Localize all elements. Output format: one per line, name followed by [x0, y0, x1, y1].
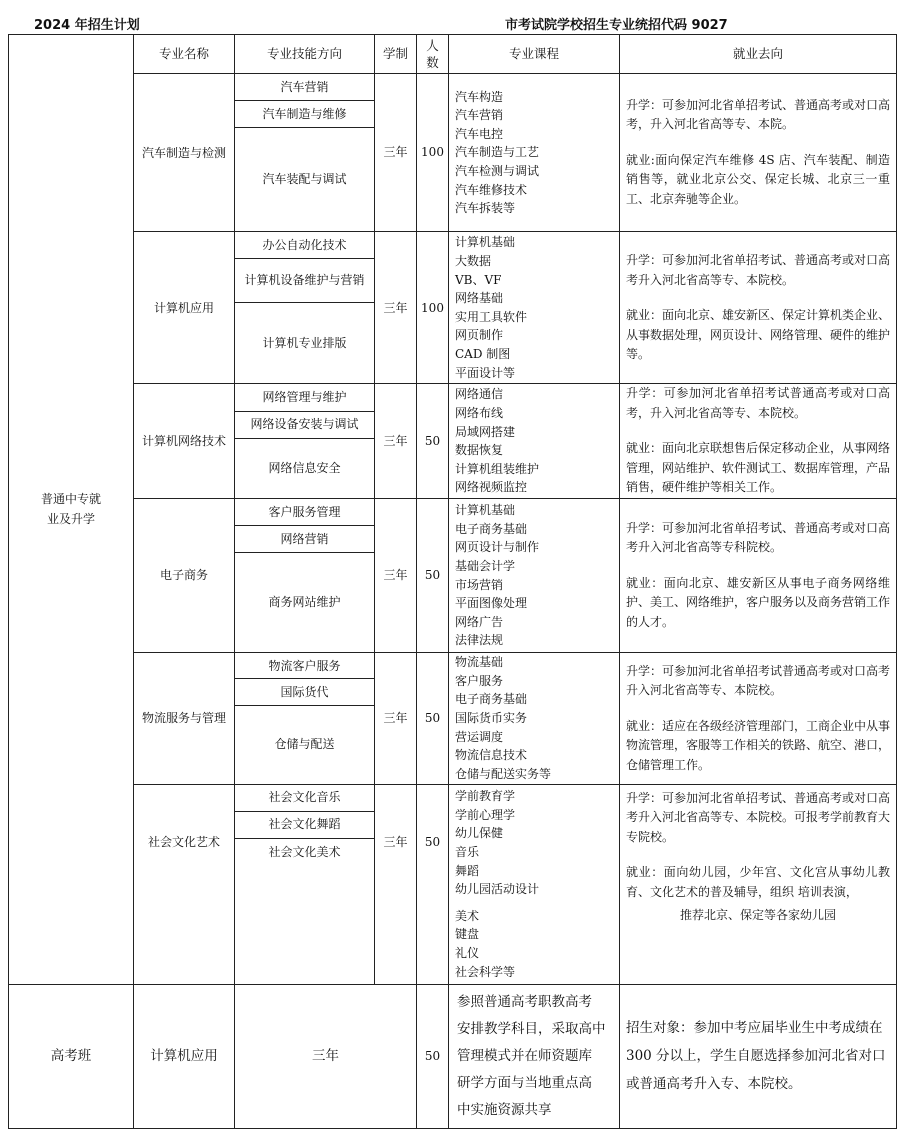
direction-cell: 网络信息安全 — [235, 438, 375, 498]
course-item: 计算机基础 — [455, 235, 516, 250]
course-item: 局域网搭建 — [455, 424, 516, 439]
direction-cell: 客户服务管理 — [235, 499, 375, 526]
course-item: 网页设计与制作 — [455, 540, 540, 555]
col-header-major: 专业名称 — [134, 35, 235, 74]
course-item: 网页制作 — [455, 328, 504, 343]
course-item: 社会科学等 — [455, 964, 516, 979]
courses-cell — [449, 74, 620, 232]
major-name — [134, 74, 235, 232]
course-item: 键盘 — [455, 927, 480, 942]
direction-cell: 社会文化舞蹈 — [235, 811, 375, 838]
duration-cell: 三年 — [375, 784, 417, 984]
col-header-duration: 学制 — [375, 35, 417, 74]
count-cell: 50 — [417, 384, 449, 499]
gaokao-enrollment-target: 招生对象：参加中考应届毕业生中考成绩在 300 分以上，学生自愿选择参加河北省对口或普通高考升入专、本院校。 — [620, 984, 897, 1128]
course-item: 计算机基础 — [455, 503, 516, 518]
course-item: 汽车制造与工艺 — [455, 145, 540, 160]
count-cell: 50 — [417, 499, 449, 653]
duration-cell: 三年 — [375, 74, 417, 232]
direction-cell: 网络营销 — [235, 526, 375, 553]
major-name — [134, 384, 235, 499]
employment-text: 就业:面向保定汽车维修 4S 店、汽车装配、制造销售等，就业北京公交、保定长城、北京三一重工、北京奔驰等企业。 — [626, 152, 890, 206]
direction-cell: 办公自动化技术 — [235, 232, 375, 259]
courses-cell — [449, 653, 620, 784]
duration-cell: 三年 — [375, 232, 417, 384]
table-row — [9, 74, 897, 101]
course-item: 法律法规 — [455, 633, 504, 648]
table-row — [9, 784, 897, 811]
gaokao-category: 高考班 — [9, 984, 134, 1128]
count-header-label: 人数 — [426, 38, 439, 71]
duration-cell: 三年 — [375, 384, 417, 499]
course-item: 中实施资源共享 — [457, 1101, 552, 1118]
further-study-text: 升学：可参加河北省单招考试、普通高考或对口高考升入河北省高等专、本院校。 — [626, 253, 891, 287]
course-item: 网络通信 — [455, 387, 504, 402]
course-item: 学前教育学 — [455, 789, 516, 804]
category-cell — [9, 35, 134, 985]
direction-cell: 社会文化美术 — [235, 838, 375, 984]
employment-cell — [620, 653, 897, 784]
course-item: 幼儿保健 — [455, 826, 504, 841]
course-item: 网络布线 — [455, 406, 504, 421]
col-header-count — [417, 35, 449, 74]
employment-text: 就业：面向幼儿园，少年宫、文化宫从事幼儿教育、文化艺术的普及辅导，组织 培训表演， — [626, 865, 890, 899]
course-item: 大数据 — [455, 254, 492, 269]
course-item: CAD 制图 — [455, 347, 511, 361]
course-item: 物流信息技术 — [455, 748, 528, 763]
course-item: 电子商务基础 — [455, 521, 528, 536]
direction-cell: 计算机专业排版 — [235, 303, 375, 384]
count-cell: 100 — [417, 74, 449, 232]
course-item: 参照普通高考职教高考 — [457, 993, 592, 1010]
duration-cell: 三年 — [375, 653, 417, 784]
gaokao-duration: 三年 — [235, 984, 417, 1128]
courses-cell — [449, 384, 620, 499]
major-name: 计算机应用 — [134, 232, 235, 384]
employment-text: 就业：面向北京联想售后保定移动企业，从事网络管理，网站维护、软件测试工、数据库管理，产品销售，硬件维护等相关工作。 — [626, 441, 891, 495]
course-item: 实用工具软件 — [455, 309, 528, 324]
col-header-employment: 就业去向 — [620, 35, 897, 74]
employment-cell — [620, 232, 897, 384]
course-item: 市场营销 — [455, 577, 504, 592]
course-item: 物流基础 — [455, 655, 504, 670]
course-item: 安排教学科目，采取高中 — [457, 1020, 606, 1037]
direction-cell: 汽车装配与调试 — [235, 128, 375, 232]
course-item: 音乐 — [455, 844, 480, 859]
course-item: 网络视频监控 — [455, 480, 528, 495]
further-study-text: 升学：可参加河北省单招考试普通高考或对口高考，升入河北省高等专、本院校。 — [626, 386, 890, 420]
course-item: 研学方面与当地重点高 — [457, 1074, 592, 1091]
direction-cell: 汽车制造与维修 — [235, 101, 375, 128]
gaokao-row — [9, 984, 897, 1128]
course-item: VB、VF — [455, 272, 502, 287]
direction-cell: 国际货代 — [235, 679, 375, 705]
col-header-courses: 专业课程 — [449, 35, 620, 74]
table-row — [9, 232, 897, 259]
major-name-text: 物流服务与管理 — [142, 711, 227, 726]
course-item: 礼仪 — [455, 945, 480, 960]
duration-cell: 三年 — [375, 499, 417, 653]
category-label: 普通中专就业及升学 — [41, 492, 102, 527]
course-item: 汽车电控 — [455, 126, 504, 141]
further-study-text: 升学：可参加河北省单招考试、普通高考或对口高考，升入河北省高等专、本院。 — [626, 97, 891, 132]
courses-cell — [449, 232, 620, 384]
course-item: 营运调度 — [455, 729, 504, 744]
course-item: 汽车营销 — [455, 108, 504, 123]
gaokao-count: 50 — [417, 984, 449, 1128]
further-study-text: 升学：可参加河北省单招考试、普通高考或对口高考升入河北省高等专科院校。 — [626, 520, 891, 555]
course-item: 汽车拆装等 — [455, 201, 516, 216]
course-item: 网络基础 — [455, 291, 504, 306]
gaokao-major: 计算机应用 — [134, 984, 235, 1128]
course-item: 汽车构造 — [455, 89, 504, 104]
course-item: 网络广告 — [455, 614, 504, 629]
direction-cell: 商务网站维护 — [235, 553, 375, 653]
course-spacer — [455, 899, 616, 907]
major-name: 电子商务 — [134, 499, 235, 653]
course-item: 汽车检测与调试 — [455, 163, 540, 178]
employment-text: 就业：面向北京、雄安新区从事电子商务网络维护、美工、网络维护，客户服务以及商务营销工作的人才。 — [626, 575, 891, 629]
course-item: 平面图像处理 — [455, 596, 528, 611]
table-row — [9, 653, 897, 679]
gaokao-courses — [449, 984, 620, 1128]
course-item: 舞蹈 — [455, 863, 480, 878]
school-code-title: 市考试院学校招生专业统招代码 9027 — [505, 18, 728, 33]
count-cell: 50 — [417, 784, 449, 984]
table-row — [9, 384, 897, 411]
course-item: 管理模式并在师资题库 — [457, 1047, 592, 1064]
direction-cell: 汽车营销 — [235, 74, 375, 101]
course-item: 客户服务 — [455, 673, 504, 688]
count-cell: 50 — [417, 653, 449, 784]
employment-cell — [620, 74, 897, 232]
course-item: 幼儿园活动设计 — [455, 882, 540, 897]
header-row — [9, 35, 897, 74]
course-item: 数据恢复 — [455, 443, 504, 458]
major-name-text: 汽车制造与检测 — [142, 145, 227, 160]
major-name: 社会文化艺术 — [134, 784, 235, 984]
employment-cell — [620, 384, 897, 499]
count-cell: 100 — [417, 232, 449, 384]
plan-title: 2024 年招生计划 — [34, 18, 140, 33]
direction-cell: 网络设备安装与调试 — [235, 411, 375, 438]
employment-cell — [620, 499, 897, 653]
course-item: 汽车维修技术 — [455, 182, 528, 197]
major-name-text: 计算机网络技术 — [142, 434, 227, 449]
course-item: 美术 — [455, 908, 480, 923]
employment-recommend-text: 推荐北京、保定等各家幼儿园 — [679, 908, 836, 923]
direction-cell: 仓储与配送 — [235, 705, 375, 784]
direction-cell: 社会文化音乐 — [235, 784, 375, 811]
direction-text: 计算机设备维护与营销 — [244, 273, 365, 288]
course-item: 国际货币实务 — [455, 711, 528, 726]
further-study-text: 升学：可参加河北省单招考试普通高考或对口高考升入河北省高等专、本院校。 — [626, 663, 891, 698]
course-item: 计算机组装维护 — [455, 461, 540, 476]
courses-cell — [449, 499, 620, 653]
table-row — [9, 499, 897, 526]
course-item: 仓储与配送实务等 — [455, 766, 552, 781]
course-item: 平面设计等 — [455, 365, 516, 380]
major-name — [134, 653, 235, 784]
course-item: 电子商务基础 — [455, 692, 528, 707]
further-study-text: 升学：可参加河北省单招考试、普通高考或对口高考升入河北省高等专、本院校。可报考学前教育大专院校。 — [626, 790, 891, 844]
direction-cell: 网络管理与维护 — [235, 384, 375, 411]
direction-cell: 物流客户服务 — [235, 653, 375, 679]
employment-text: 就业：面向北京、雄安新区、保定计算机类企业、从事数据处理，网页设计、网络管理、硬件的维护等。 — [626, 308, 891, 362]
courses-cell — [449, 784, 620, 984]
enrollment-table — [8, 34, 897, 1129]
course-item: 学前心理学 — [455, 807, 516, 822]
employment-text: 就业：适应在各级经济管理部门，工商企业中从事物流管理，客服等工作相关的铁路、航空、港口，仓储管理工作。 — [626, 718, 891, 772]
course-item: 基础会计学 — [455, 559, 516, 574]
direction-cell — [235, 259, 375, 303]
employment-cell — [620, 784, 897, 984]
col-header-direction: 专业技能方向 — [235, 35, 375, 74]
